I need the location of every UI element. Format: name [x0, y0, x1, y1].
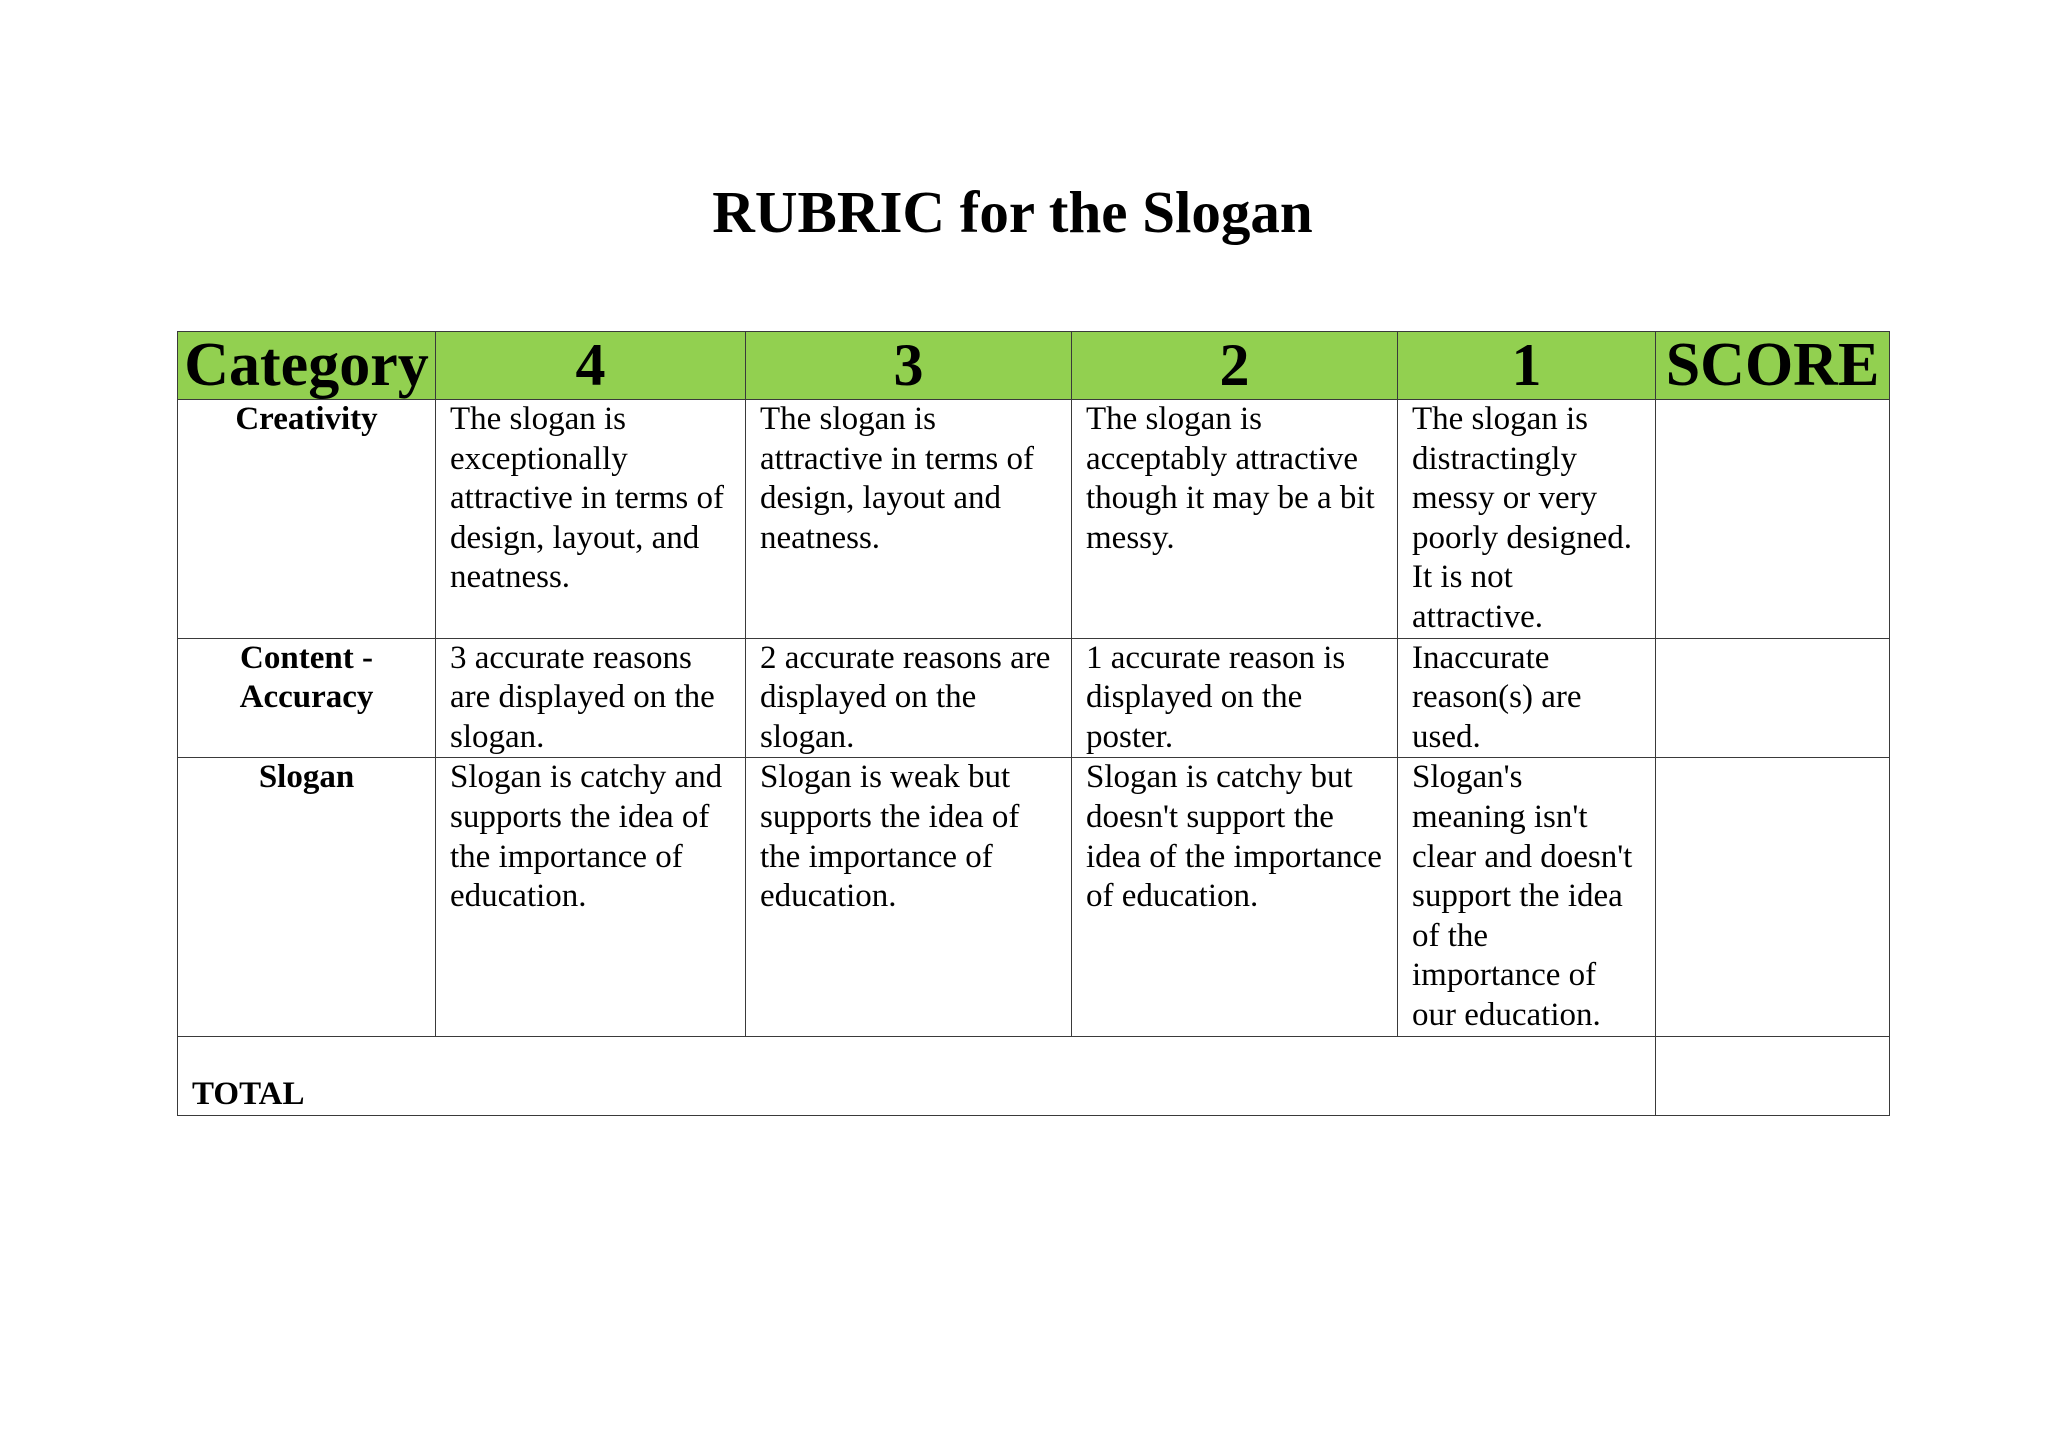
total-score-cell[interactable] — [1656, 1036, 1890, 1115]
category-slogan: Slogan — [178, 758, 436, 1036]
header-score-4: 4 — [436, 332, 746, 400]
criteria-cell: Slogan is catchy but doesn't support the idea of the importance of education. — [1072, 758, 1398, 1036]
total-label: TOTAL — [178, 1036, 1656, 1115]
criteria-cell: The slogan is distractingly messy or very poorly designed. It is not attractive. — [1398, 400, 1656, 639]
criteria-cell: 1 accurate reason is displayed on the poster. — [1072, 638, 1398, 758]
total-row — [178, 1036, 1890, 1115]
header-score-2: 2 — [1072, 332, 1398, 400]
criteria-cell: The slogan is acceptably attractive though it may be a bit messy. — [1072, 400, 1398, 639]
score-cell[interactable] — [1656, 638, 1890, 758]
header-score-column: SCORE — [1656, 332, 1890, 400]
criteria-cell: Slogan is weak but supports the idea of the importance of education. — [746, 758, 1072, 1036]
table-row — [178, 758, 1890, 1036]
criteria-cell: Slogan is catchy and supports the idea of the importance of education. — [436, 758, 746, 1036]
category-creativity: Creativity — [178, 400, 436, 639]
header-row — [178, 332, 1890, 400]
criteria-cell: 3 accurate reasons are displayed on the slogan. — [436, 638, 746, 758]
criteria-cell: The slogan is attractive in terms of design, layout and neatness. — [746, 400, 1072, 639]
category-content-accuracy: Content - Accuracy — [178, 638, 436, 758]
table-row — [178, 400, 1890, 639]
rubric-table — [177, 331, 1890, 1116]
criteria-cell: The slogan is exceptionally attractive in terms of design, layout, and neatness. — [436, 400, 746, 639]
header-score-3: 3 — [746, 332, 1072, 400]
criteria-cell: Slogan's meaning isn't clear and doesn't support the idea of the importance of our education. — [1398, 758, 1656, 1036]
header-category: Category — [178, 332, 436, 400]
page-title: RUBRIC for the Slogan — [712, 179, 1313, 245]
score-cell[interactable] — [1656, 400, 1890, 639]
table-row — [178, 638, 1890, 758]
header-score-1: 1 — [1398, 332, 1656, 400]
score-cell[interactable] — [1656, 758, 1890, 1036]
criteria-cell: Inaccurate reason(s) are used. — [1398, 638, 1656, 758]
criteria-cell: 2 accurate reasons are displayed on the slogan. — [746, 638, 1072, 758]
